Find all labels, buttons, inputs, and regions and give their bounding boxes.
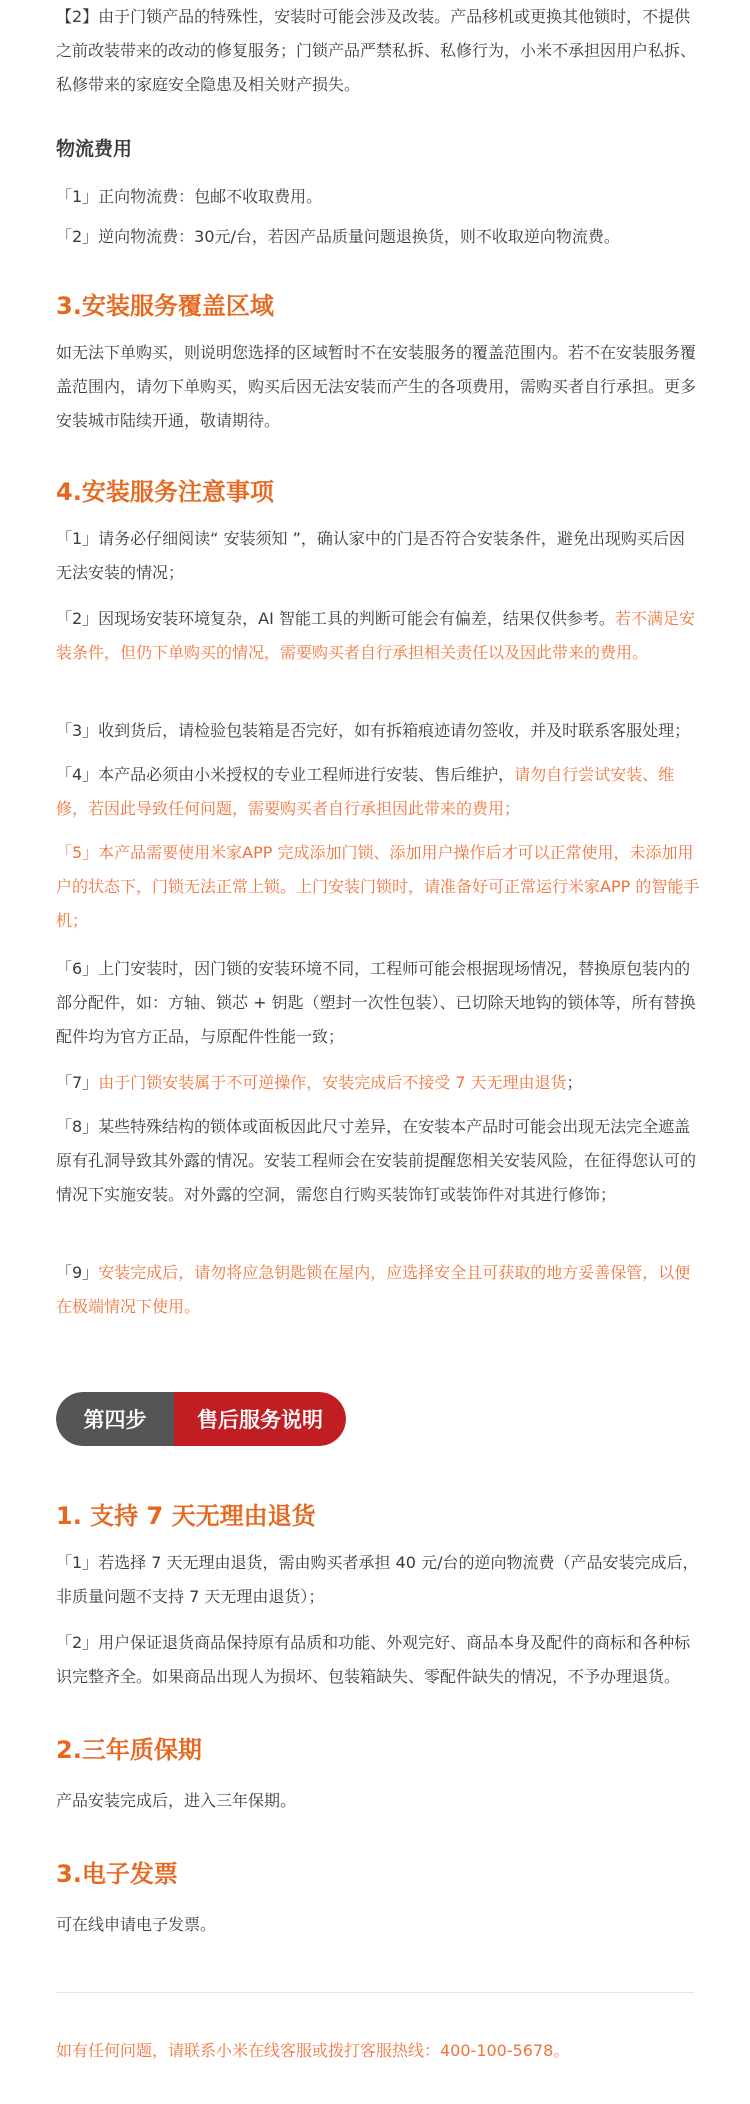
coverage-text: 如无法下单购买，则说明您选择的区域暂时不在安装服务的覆盖范围内。若不在安装服务覆盖范围内，请勿下单购买，购买后因无法安装而产生的各项费用，需购买者自行承担。更多安装城市陆续开通，敬请期待。 — [56, 343, 697, 430]
note-7-prefix: 「7」 — [56, 1073, 99, 1092]
logistics-item-reverse: 「2」逆向物流费：30元/台，若因产品质量问题退换货，则不收取逆向物流费。 — [56, 227, 620, 246]
note-4 — [56, 758, 700, 826]
note-9-prefix: 「9」 — [56, 1263, 99, 1282]
note-2-text: 「2」因现场安装环境复杂，AI 智能工具的判断可能会有偏差，结果仅供参考。 — [56, 609, 615, 628]
note-9-highlight: 安装完成后，请勿将应急钥匙锁在屋内，应选择安全且可获取的地方妥善保管，以便在极端情况下使用。 — [56, 1263, 691, 1316]
note-4-highlight: 请勿自行尝试安装、维修，若因此导致任何问题，需要购买者自行承担因此带来的费用； — [56, 765, 675, 818]
step4-label: 第四步 — [56, 1392, 174, 1446]
note-2 — [56, 602, 700, 670]
note-3: 「3」收到货后，请检验包装箱是否完好，如有拆箱痕迹请勿签收，并及时联系客服处理； — [56, 721, 691, 740]
returns-title: 1. 支持 7 天无理由退货 — [56, 1502, 316, 1530]
notes-title: 4.安装服务注意事项 — [56, 478, 274, 506]
note-9 — [56, 1256, 700, 1324]
note-1: 「1」请务必仔细阅读“ 安装须知 ”，确认家中的门是否符合安装条件，避免出现购买后因无法安装的情况； — [56, 529, 685, 582]
returns-item-2: 「2」用户保证退货商品保持原有品质和功能、外观完好、商品本身及配件的商标和各种标识完整齐全。如果商品出现人为损坏、包装箱缺失、零配件缺失的情况，不予办理退货。 — [56, 1633, 691, 1686]
note-4-text: 「4」本产品必须由小米授权的专业工程师进行安装、售后维护， — [56, 765, 515, 784]
note-7 — [56, 1066, 700, 1100]
note-6: 「6」上门安装时，因门锁的安装环境不同，工程师可能会根据现场情况，替换原包装内的部分配件，如：方轴、锁芯 + 钥匙（塑封一次性包装）、已切除天地钩的锁体等，所有替换配件均为官方正品，与原配件性能一致； — [56, 959, 696, 1046]
hotline-note: 如有任何问题，请联系小米在线客服或拨打客服热线：400-100-5678。 — [56, 2041, 570, 2060]
install-note-2: 【2】由于门锁产品的特殊性，安装时可能会涉及改装。产品移机或更换其他锁时，不提供之前改装带来的改动的修复服务；门锁产品严禁私拆、私修行为，小米不承担因用户私拆、私修带来的家庭安全隐患及相关财产损失。 — [56, 7, 697, 94]
returns-item-1: 「1」若选择 7 天无理由退货，需由购买者承担 40 元/台的逆向物流费（产品安装完成后，非质量问题不支持 7 天无理由退货）； — [56, 1553, 699, 1606]
note-2-highlight: 若不满足安装条件，但仍下单购买的情况，需要购买者自行承担相关责任以及因此带来的费用。 — [56, 609, 695, 662]
note-5: 「5」本产品需要使用米家APP 完成添加门锁、添加用户操作后才可以正常使用，未添加用户的状态下，门锁无法正常上锁。上门安装门锁时，请准备好可正常运行米家APP 的智能手机； — [56, 843, 700, 930]
note-7-suffix: ； — [566, 1073, 583, 1092]
coverage-title: 3.安装服务覆盖区域 — [56, 292, 274, 320]
invoice-text: 可在线申请电子发票。 — [56, 1915, 217, 1934]
note-7-highlight: 由于门锁安装属于不可逆操作，安装完成后不接受 7 天无理由退货 — [98, 1073, 567, 1092]
warranty-text: 产品安装完成后，进入三年保期。 — [56, 1791, 297, 1810]
logistics-item-forward: 「1」正向物流费：包邮不收取费用。 — [56, 187, 323, 206]
logistics-title: 物流费用 — [56, 138, 133, 160]
warranty-title: 2.三年质保期 — [56, 1736, 202, 1764]
step4-title: 售后服务说明 — [174, 1392, 346, 1446]
step4-banner — [56, 1392, 346, 1446]
footer-divider — [56, 1992, 694, 1993]
invoice-title: 3.电子发票 — [56, 1860, 178, 1888]
note-8: 「8」某些特殊结构的锁体或面板因此尺寸差异，在安装本产品时可能会出现无法完全遮盖原有孔洞导致其外露的情况。安装工程师会在安装前提醒您相关安装风险，在征得您认可的情况下实施安装。对外露的空洞，需您自行购买装饰钉或装饰件对其进行修饰； — [56, 1117, 697, 1204]
